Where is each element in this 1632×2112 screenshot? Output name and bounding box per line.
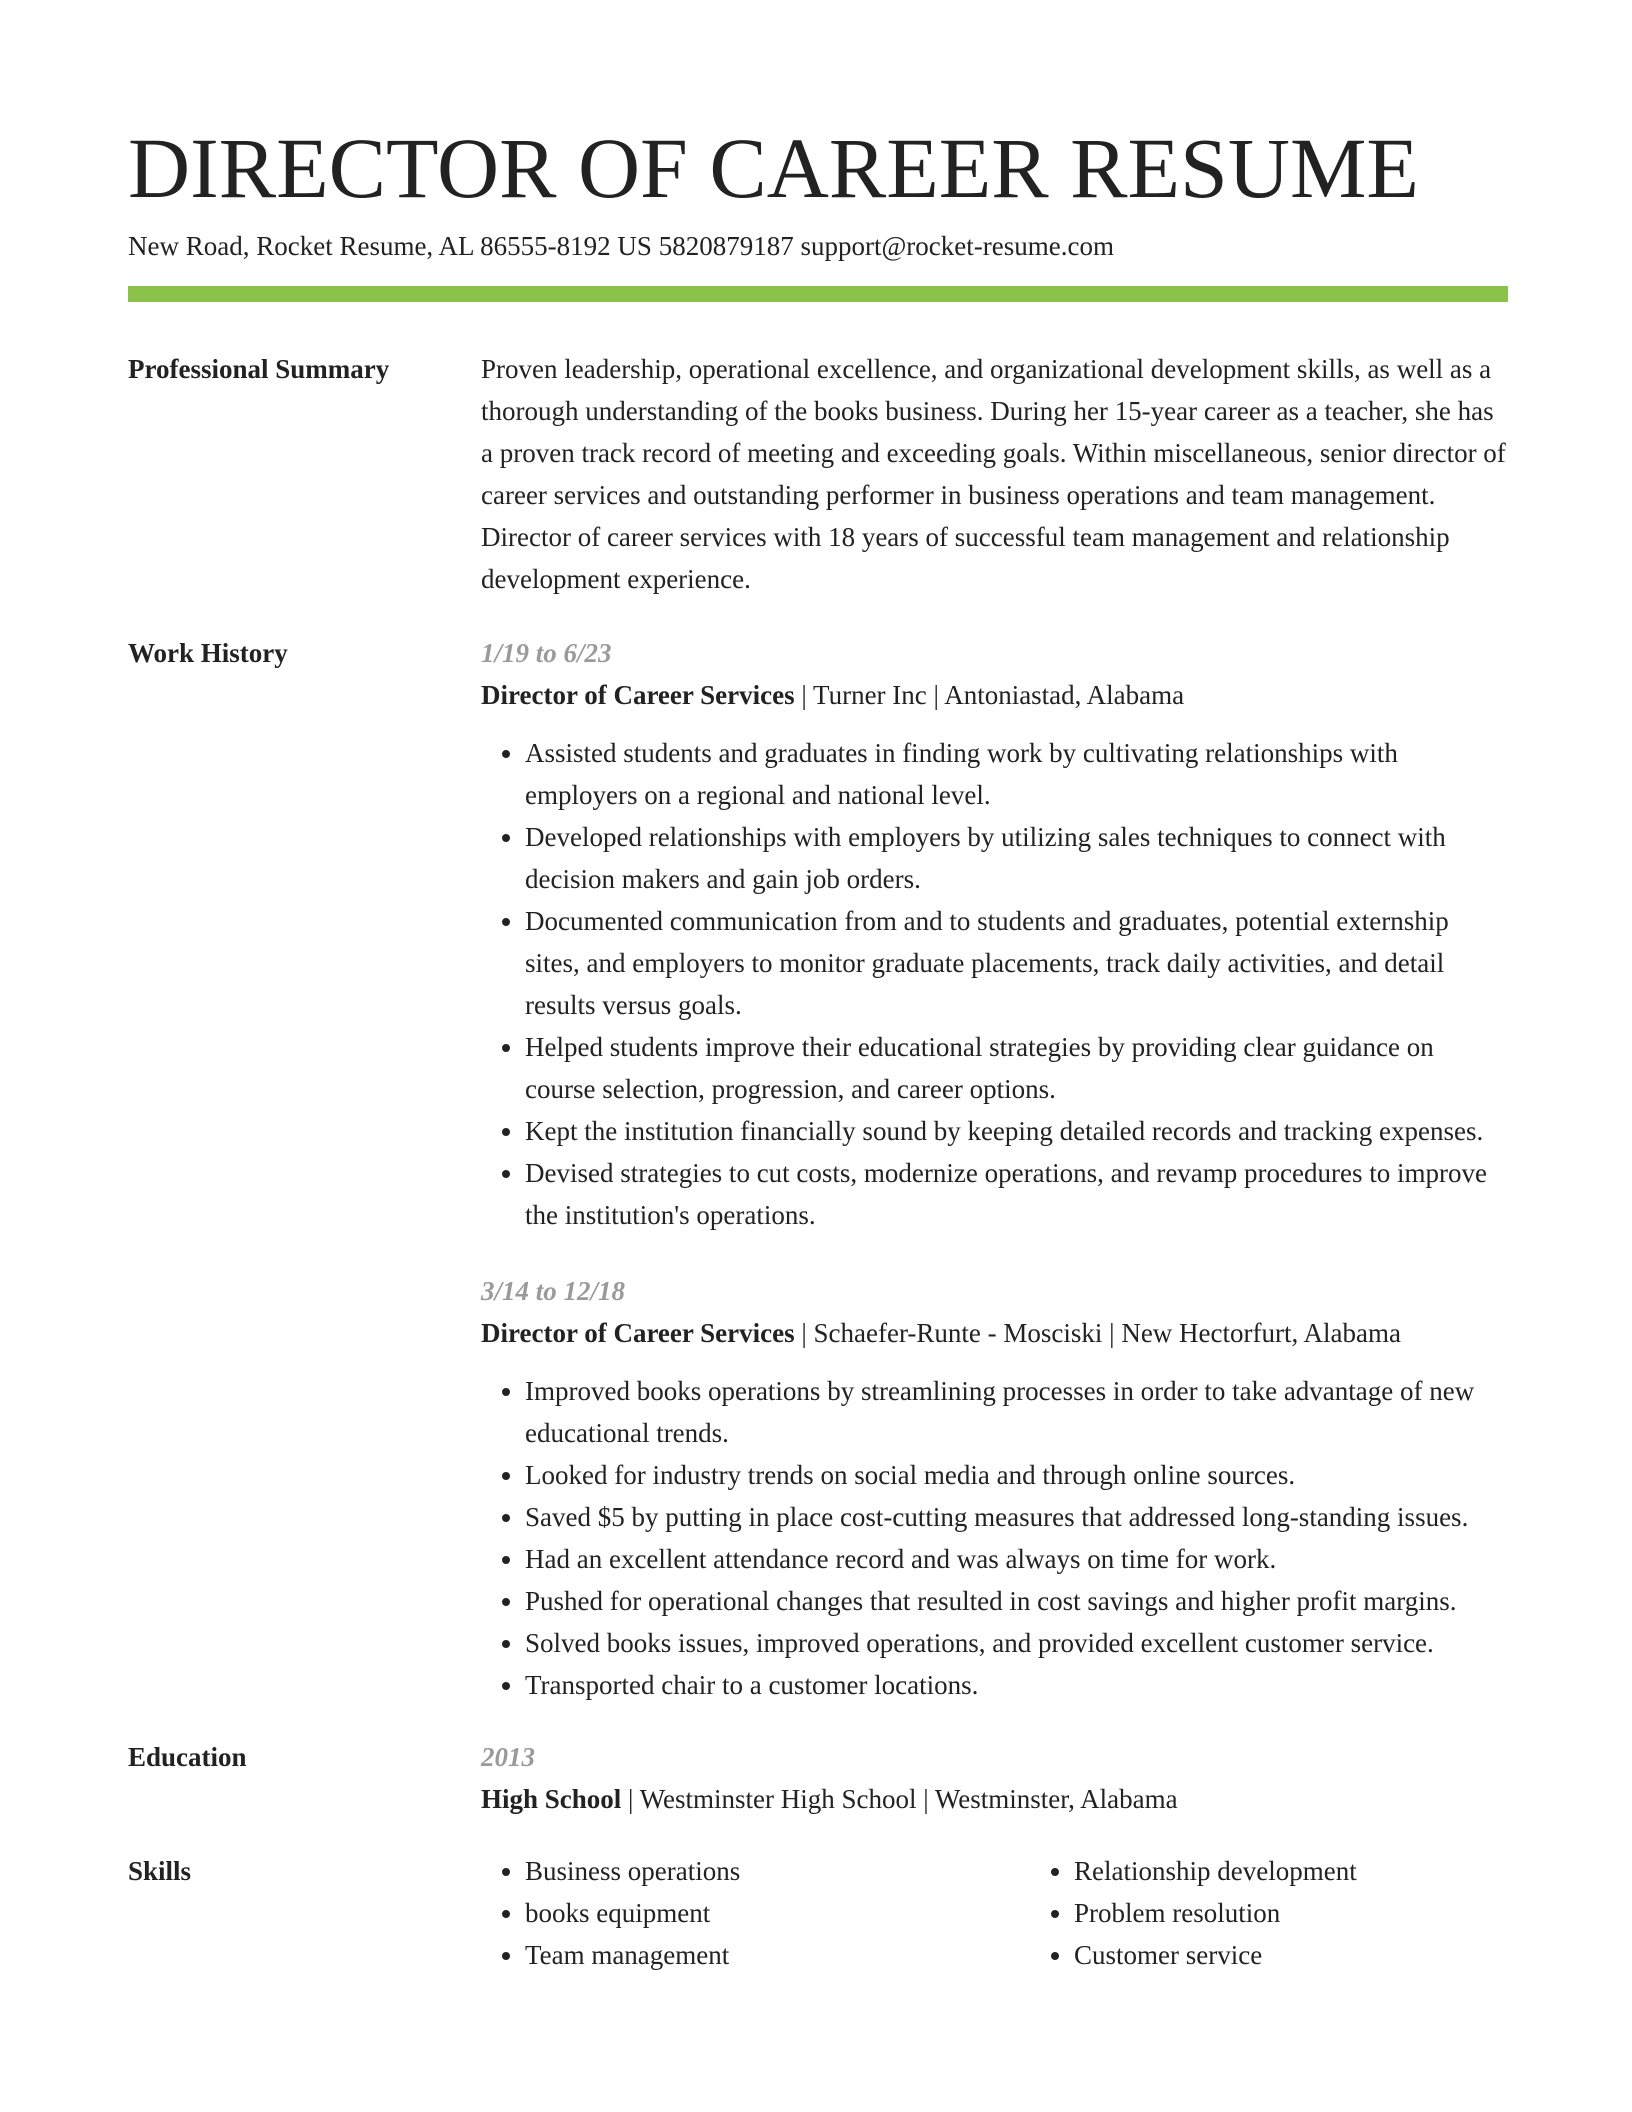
list-item: • Solved books issues, improved operations, and provided excellent customer service. <box>525 1622 1508 1664</box>
list-item: • Documented communication from and to students and graduates, potential externship sites, and employers to monitor graduate placements, track daily activities, and detail results versus goals. <box>525 900 1508 1026</box>
summary-section <box>128 348 1508 600</box>
list-item: • Assisted students and graduates in finding work by cultivating relationships with employers on a regional and national level. <box>525 732 1508 816</box>
list-item: • Looked for industry trends on social media and through online sources. <box>525 1454 1508 1496</box>
skills-column-right <box>1030 1850 1579 1976</box>
work-history-section <box>128 632 1508 1706</box>
job-bullets <box>481 732 1508 1236</box>
skills-column-left <box>481 1850 1030 1976</box>
job-role: Director of Career Services <box>481 1318 795 1348</box>
list-item: • Devised strategies to cut costs, modernize operations, and revamp procedures to improve the institution's operations. <box>525 1152 1508 1236</box>
education-title: Education <box>128 1742 247 1772</box>
job-heading <box>481 674 1508 716</box>
resume-name: DIRECTOR OF CAREER RESUME <box>128 120 1419 216</box>
contact-line: New Road, Rocket Resume, AL 86555-8192 US 5820879187 support@rocket-resume.com <box>128 231 1114 261</box>
list-item: • Saved $5 by putting in place cost-cutting measures that addressed long-standing issues. <box>525 1496 1508 1538</box>
list-item: • Kept the institution financially sound by keeping detailed records and tracking expenses. <box>525 1110 1508 1152</box>
list-item: • Helped students improve their educational strategies by providing clear guidance on course selection, progression, and career options. <box>525 1026 1508 1110</box>
header-divider <box>128 286 1508 302</box>
skill-item: • Problem resolution <box>1074 1892 1579 1934</box>
list-item: • Pushed for operational changes that resulted in cost savings and higher profit margins. <box>525 1580 1508 1622</box>
education-year: 2013 <box>481 1742 535 1772</box>
skills-section <box>128 1850 1508 1976</box>
summary-title: Professional Summary <box>128 354 390 384</box>
skill-item: • Relationship development <box>1074 1850 1579 1892</box>
skill-item: • Customer service <box>1074 1934 1579 1976</box>
work-history-title: Work History <box>128 638 288 668</box>
education-details: | Westminster High School | Westminster, Alabama <box>621 1784 1178 1814</box>
job-entry <box>481 1270 1508 1706</box>
job-role: Director of Career Services <box>481 680 795 710</box>
list-item: • Transported chair to a customer locations. <box>525 1664 1508 1706</box>
education-heading <box>481 1778 1508 1820</box>
education-section <box>128 1736 1508 1820</box>
job-bullets <box>481 1370 1508 1706</box>
job-heading <box>481 1312 1508 1354</box>
work-history-body <box>481 632 1508 1706</box>
job-details: | Turner Inc | Antoniastad, Alabama <box>794 680 1185 710</box>
list-item: • Improved books operations by streamlining processes in order to take advantage of new educational trends. <box>525 1370 1508 1454</box>
list-item: • Developed relationships with employers by utilizing sales techniques to connect with decision makers and gain job orders. <box>525 816 1508 900</box>
skill-item: • books equipment <box>525 1892 1030 1934</box>
skill-item: • Team management <box>525 1934 1030 1976</box>
education-body <box>481 1736 1508 1820</box>
summary-text: Proven leadership, operational excellence, and organizational development skills, as well as a thorough understanding of the books business. During her 15-year career as a teacher, she has a proven track record of meeting and exceeding goals. Within miscellaneous, senior director of career services and outstanding performer in business operations and team management. Director of career services with 18 years of successful team management and relationship development experience. <box>481 354 1506 594</box>
job-dates: 3/14 to 12/18 <box>481 1276 626 1306</box>
skills-title: Skills <box>128 1856 192 1886</box>
skill-item: • Business operations <box>525 1850 1030 1892</box>
job-dates: 1/19 to 6/23 <box>481 638 612 668</box>
list-item: • Had an excellent attendance record and was always on time for work. <box>525 1538 1508 1580</box>
job-details: | Schaefer-Runte - Mosciski | New Hectorfurt, Alabama <box>794 1318 1401 1348</box>
skills-grid <box>481 1850 1579 1976</box>
job-entry <box>481 632 1508 1236</box>
education-degree: High School <box>481 1784 622 1814</box>
resume-page <box>128 118 1508 1976</box>
